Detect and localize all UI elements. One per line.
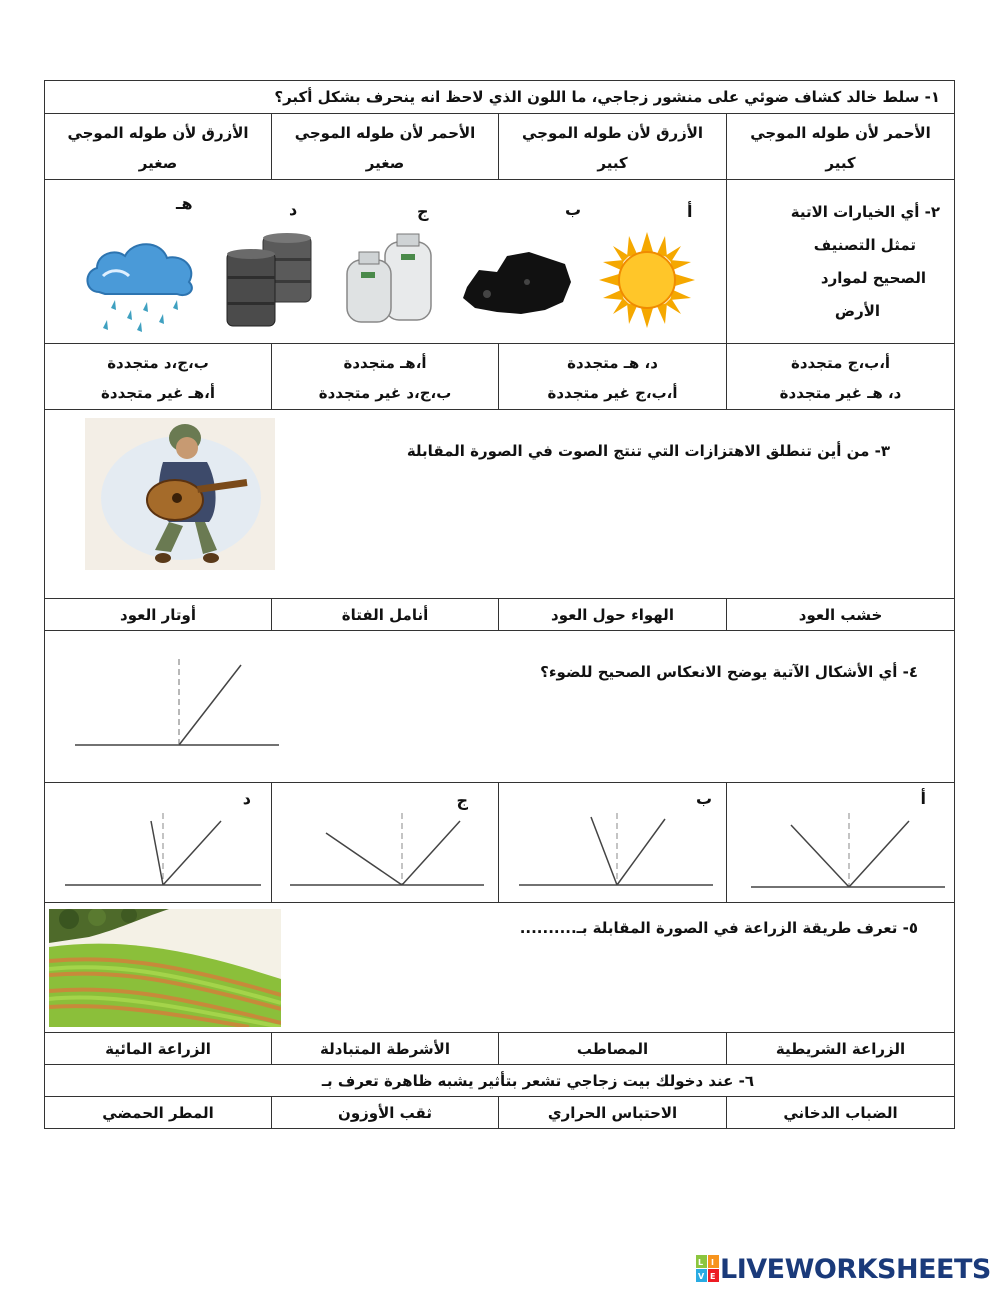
q3-option-1[interactable]: خشب العود [727, 599, 955, 631]
oil-barrels-icon [221, 230, 317, 330]
gas-cylinders-icon [341, 232, 437, 327]
q4-option-a[interactable] [727, 783, 955, 903]
logo-letter-e: E [710, 1272, 716, 1281]
label-b: ب [695, 789, 713, 808]
q2-option-3[interactable]: أ،هـ متجددة ب،ج،د غير متجددة [272, 344, 499, 410]
liveworksheets-logo-icon [696, 1255, 720, 1283]
q1-option-3[interactable]: الأحمر لأن طوله الموجي صغير [272, 114, 499, 180]
footer-brand [696, 1253, 996, 1285]
label-c: ج [456, 791, 469, 810]
q6-question: ٦- عند دخولك بيت زجاجي تشعر بتأثير يشبه ظاهرة تعرف بـ [45, 1065, 955, 1097]
label-d: د [289, 200, 298, 219]
q5-option-2[interactable]: المصاطب [499, 1033, 727, 1065]
q1-option-4[interactable]: الأزرق لأن طوله الموجي صغير [45, 114, 272, 180]
q4-question-cell [45, 631, 955, 783]
q3-question: ٣- من أين تنطلق الاهتزازات التي تنتج الصوت في الصورة المقابلة [406, 442, 891, 460]
q6-option-1[interactable]: الضباب الدخاني [727, 1097, 955, 1129]
q3-question-cell [45, 410, 955, 599]
reflection-diagram-a [751, 813, 947, 893]
brand-name: LIVEWORKSHEETS [720, 1253, 991, 1285]
label-a: أ [920, 789, 927, 808]
q1-option-2[interactable]: الأزرق لأن طوله الموجي كبير [499, 114, 727, 180]
q1-option-1[interactable]: الأحمر لأن طوله الموجي كبير [727, 114, 955, 180]
incident-ray-diagram [75, 655, 281, 751]
q2-option-1[interactable]: أ،ب،ج متجددة د، هـ غير متجددة [727, 344, 955, 410]
q1-question: ١- سلط خالد كشاف ضوئي على منشور زجاجي، ما اللون الذي لاحظ انه ينحرف بشكل أكبر؟ [45, 81, 955, 114]
label-b: ب [565, 200, 582, 219]
sun-icon [597, 230, 697, 330]
label-e: هـ [176, 194, 193, 213]
q4-question: ٤- أي الأشكال الآتية يوضح الانعكاس الصحيح للضوء؟ [540, 663, 919, 681]
rain-cloud-icon [81, 232, 201, 336]
q6-option-2[interactable]: الاحتباس الحراري [499, 1097, 727, 1129]
q5-question-cell [45, 903, 955, 1033]
q3-option-3[interactable]: أنامل الفتاة [272, 599, 499, 631]
coal-icon [457, 242, 577, 322]
q2-option-4[interactable]: ب،ج،د متجددة أ،هـ غير متجددة [45, 344, 272, 410]
q2-option-2[interactable]: د، هـ متجددة أ،ب،ج غير متجددة [499, 344, 727, 410]
logo-letter-i: I [711, 1258, 714, 1267]
q3-option-4[interactable]: أوتار العود [45, 599, 272, 631]
q4-option-b[interactable] [499, 783, 727, 903]
q5-option-1[interactable]: الزراعة الشريطية [727, 1033, 955, 1065]
worksheet [44, 80, 954, 1129]
oud-player-image [85, 418, 275, 570]
reflection-diagram-c [290, 813, 486, 893]
q2-resources-images [45, 180, 727, 344]
reflection-diagram-d [65, 813, 261, 893]
q5-question: ٥- تعرف طريقة الزراعة في الصورة المقابلة بـ.......... [519, 919, 919, 937]
logo-letter-v: V [698, 1272, 705, 1281]
reflection-diagram-b [519, 813, 715, 893]
q6-option-3[interactable]: ثقب الأوزون [272, 1097, 499, 1129]
label-d: د [242, 789, 252, 808]
logo-letter-l: L [698, 1258, 704, 1267]
q6-option-4[interactable]: المطر الحمضي [45, 1097, 272, 1129]
q4-option-c[interactable] [272, 783, 499, 903]
q2-question: ٢- أي الخيارات الاتية تمثل التصنيف الصحيح لموارد الأرض [727, 180, 955, 344]
label-a: أ [687, 202, 693, 221]
terrace-farming-image [49, 909, 281, 1027]
q5-option-3[interactable]: الأشرطة المتبادلة [272, 1033, 499, 1065]
worksheet-table [44, 80, 955, 1129]
q3-option-2[interactable]: الهواء حول العود [499, 599, 727, 631]
q5-option-4[interactable]: الزراعة المائية [45, 1033, 272, 1065]
label-c: ج [417, 202, 429, 221]
q4-option-d[interactable] [45, 783, 272, 903]
